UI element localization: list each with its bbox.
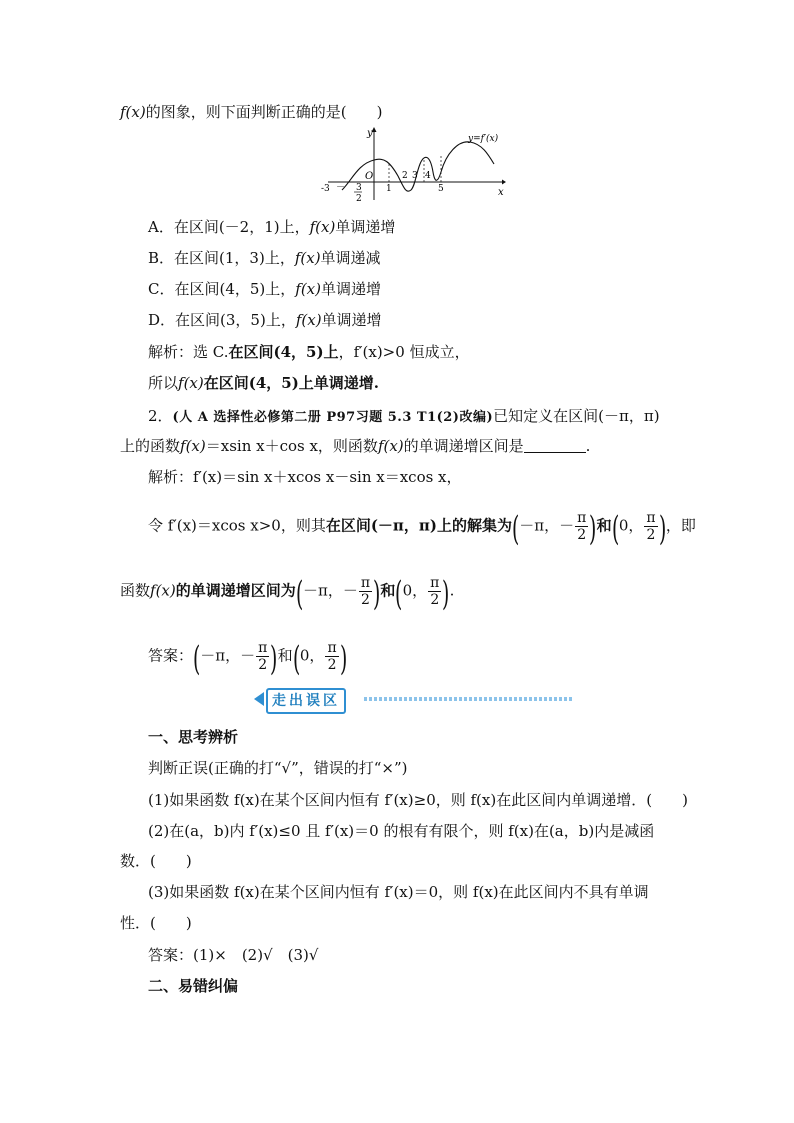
heading-2-text: 二、易错纠偏 [148, 977, 239, 995]
banner-stripe [364, 697, 574, 701]
frac-num: π [430, 575, 440, 591]
q2-analysis-1: 解析：f′(x)＝sin x＋xcos x－sin x＝xcos x， [148, 468, 462, 486]
q1-analysis-mid: ，f′(x)>0 恒成立， [338, 343, 470, 361]
answer-blank [524, 438, 586, 453]
fx-symbol: f(x) [180, 437, 206, 455]
q2-analysis-3 [120, 573, 680, 614]
tick-1: 1 [386, 184, 392, 194]
fx-symbol: f(x) [377, 437, 404, 455]
q2-stem-b2: ＝xsin x＋cos x，则函数 [205, 437, 378, 455]
q2-stem-line1 [148, 405, 708, 429]
frac-num: π [258, 640, 268, 656]
option-c [148, 278, 708, 300]
option-d-text: D．在区间(3，5)上， [148, 311, 296, 329]
pi-over-2 [359, 575, 372, 608]
q1-analysis-2 [148, 372, 708, 394]
frac-num: π [646, 510, 656, 526]
frac-den: 2 [359, 591, 372, 608]
tick-4: 4 [425, 171, 431, 181]
tick-5: 5 [438, 184, 444, 194]
q2-analysis-2 [148, 508, 708, 549]
x-axis-arrow [502, 180, 506, 185]
tick-neg-sign: － [336, 183, 346, 193]
section-banner [252, 686, 576, 712]
frac-num: π [577, 510, 587, 526]
q2-answer [148, 638, 708, 679]
frac-den: 2 [644, 526, 657, 543]
paren-close: ) [373, 573, 381, 614]
q2-analysis-3b: 的单调递增区间为 [175, 581, 296, 600]
heading-1-text: 一、思考辨析 [148, 728, 239, 746]
q1-analysis-1 [148, 341, 708, 363]
derivative-graph [318, 124, 506, 202]
frac-den: 2 [325, 656, 338, 673]
neg-pi: －π，－ [303, 581, 358, 600]
tf-answers: 答案：(1)× (2)√ (3)√ [148, 946, 319, 964]
paren-open: ( [511, 508, 520, 549]
paren-close: ) [589, 508, 597, 549]
option-c-text: C．在区间(4，5)上， [148, 280, 296, 298]
option-a [148, 216, 708, 238]
q1-analysis-so: 所以 [148, 374, 179, 392]
q1-analysis-prefix: 解析：选 C. [148, 343, 229, 361]
paren-open: ( [193, 638, 201, 679]
fx-symbol: f(x) [178, 374, 204, 392]
statement-1: (1)如果函数 f(x)在某个区间内恒有 f′(x)≥0，则 f(x)在此区间内单调递增．( ) [148, 791, 688, 809]
option-a-text: A．在区间(－2，1)上， [148, 218, 310, 236]
statement-2b: 数．( ) [120, 852, 192, 870]
q2-stem-a: 已知定义在区间(－π，π) [493, 407, 660, 425]
option-b-tail: 单调递减 [320, 249, 381, 267]
heading-1 [148, 726, 708, 748]
instruction: 判断正误(正确的打“√”，错误的打“×”) [148, 759, 408, 777]
pi-over-2 [644, 510, 657, 543]
option-d [148, 309, 708, 331]
zero: 0， [299, 646, 325, 665]
q2-analysis-2a: 令 f′(x)＝xcos x>0，则其 [148, 516, 326, 535]
statement-3a: (3)如果函数 f(x)在某个区间内恒有 f′(x)＝0，则 f(x)在此区间内不具有单调 [148, 883, 649, 901]
q2-stem-b3: 的单调递增区间是 [403, 437, 524, 455]
q2-analysis-3a: 函数 [120, 581, 151, 600]
zero: 0， [402, 581, 428, 600]
label-x: x [498, 187, 504, 198]
fx-symbol: f(x) [309, 218, 336, 236]
zero: 0， [618, 516, 644, 535]
fx-symbol: f(x) [294, 249, 321, 267]
tick-frac-den: 2 [356, 194, 362, 202]
frac-num: π [360, 575, 371, 591]
tick-3: 3 [412, 171, 418, 181]
q1-analysis-bold: 在区间(4，5)上 [228, 343, 339, 361]
paren-open: ( [295, 573, 304, 614]
paren-open: ( [611, 508, 619, 549]
fx-symbol: f(x) [120, 103, 146, 121]
paren-open: ( [292, 638, 300, 679]
paren-close: ) [270, 638, 278, 679]
and-word: 和 [380, 581, 396, 600]
paren-close: ) [442, 573, 450, 614]
label-curve: y=f′(x) [468, 134, 499, 144]
fx-symbol: f(x) [150, 581, 176, 600]
q2-number: 2． [148, 407, 173, 425]
and-word: 和 [277, 646, 293, 665]
frac-den: 2 [256, 656, 269, 673]
option-b-text: B．在区间(1，3)上， [148, 249, 295, 267]
paren-open: ( [395, 573, 403, 614]
q1-analysis-conclusion: 在区间(4，5)上单调递增. [203, 374, 380, 392]
option-a-tail: 单调递增 [335, 218, 396, 236]
q2-analysis-2c: ，即 [665, 516, 696, 535]
q2-stem-line2 [120, 435, 680, 457]
tick-2: 2 [402, 171, 408, 181]
label-origin: O [365, 171, 374, 182]
q2-source: (人 A 选择性必修第二册 P97习题 5.3 T1(2)改编) [172, 410, 494, 425]
option-c-tail: 单调递增 [321, 280, 382, 298]
pi-over-2 [256, 640, 269, 673]
pi-over-2 [575, 510, 588, 543]
label-y: y [367, 128, 373, 139]
tick-frac-num: 3 [356, 183, 362, 193]
frac-den: 2 [575, 526, 588, 543]
paren-close: ) [658, 508, 666, 549]
option-b [148, 247, 708, 269]
q1-stem [120, 101, 680, 123]
pi-over-2 [428, 575, 441, 608]
paren-close: ) [339, 638, 347, 679]
banner-arrow-icon [254, 692, 264, 706]
fx-symbol: f(x) [295, 280, 321, 298]
fx-symbol: f(x) [295, 311, 322, 329]
statement-3b: 性．( ) [120, 914, 192, 932]
period: . [449, 581, 455, 600]
and-word: 和 [596, 516, 612, 535]
heading-2 [148, 975, 708, 997]
answer-label: 答案： [148, 646, 194, 665]
banner-label: 走出误区 [266, 688, 346, 714]
q2-stem-end: . [585, 437, 591, 455]
neg-pi: －π，－ [200, 646, 256, 665]
neg-pi: －π，－ [519, 516, 575, 535]
q2-stem-b: 上的函数 [120, 437, 181, 455]
derivative-curve [342, 142, 494, 191]
q2-analysis-2b: 在区间(－π，π)上的解集为 [325, 516, 512, 535]
frac-den: 2 [428, 591, 441, 608]
option-d-tail: 单调递增 [321, 311, 382, 329]
frac-num: π [327, 640, 337, 656]
tick-neg3: -3 [321, 184, 330, 194]
q1-stem-text: 的图象，则下面判断正确的是( ) [145, 103, 383, 121]
pi-over-2 [325, 640, 338, 673]
statement-2a: (2)在(a，b)内 f′(x)≤0 且 f′(x)＝0 的根有有限个，则 f(x)在(a，b)内是减函 [148, 822, 655, 840]
